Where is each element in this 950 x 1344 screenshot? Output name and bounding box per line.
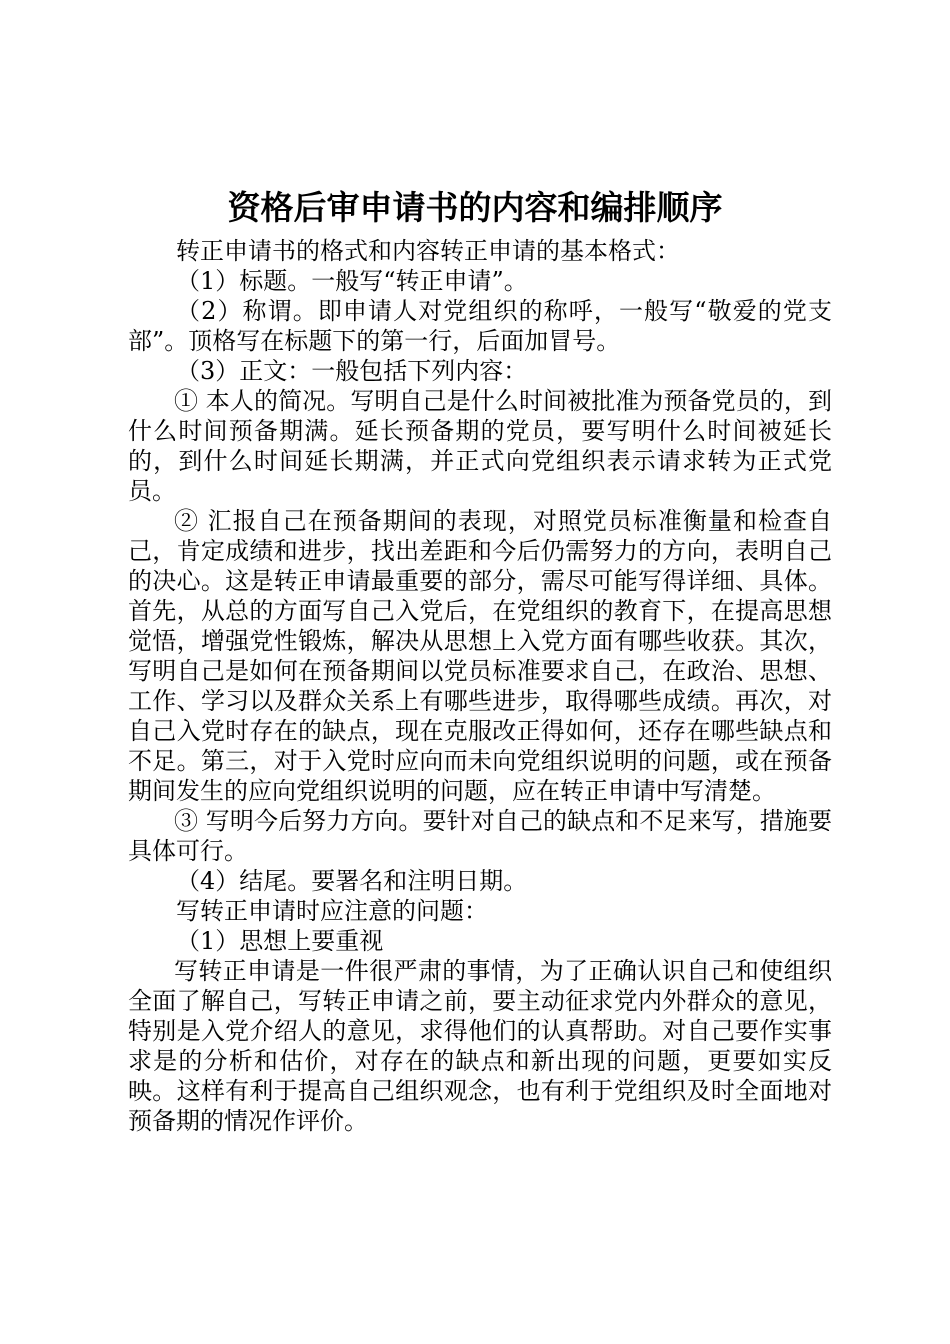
paragraph-intro: 转正申请书的格式和内容转正申请的基本格式： — [176, 237, 680, 265]
paragraph-item-ending: （4）结尾。要署名和注明日期。 — [176, 867, 528, 895]
paragraph-item-salutation: （2）称谓。即申请人对党组织的称呼，一般写“敬爱的党支部”。顶格写在标题下的第一行，后面加冒号。 — [128, 297, 832, 355]
paragraph-subitem-3: ③ 写明今后努力方向。要针对自己的缺点和不足来写，措施要具体可行。 — [128, 807, 832, 865]
document-body — [128, 236, 832, 1136]
paragraph-subitem-2: ② 汇报自己在预备期间的表现，对照党员标准衡量和检查自己，肯定成绩和进步，找出差距和今后仍需努力的方向，表明自己的决心。这是转正申请最重要的部分，需尽可能写得详细、具体。首先，从总的方面写自己入党后，在党组织的教育下，在提高思想觉悟，增强党性锻炼，解决从思想上入党方面有哪些收获。其次，写明自己是如何在预备期间以党员标准要求自己，在政治、思想、工作、学习以及群众关系上有哪些进步，取得哪些成绩。再次，对自己入党时存在的缺点，现在克服改正得如何，还存在哪些缺点和不足。第三，对于入党时应向而未向党组织说明的问题，或在预备期间发生的应向党组织说明的问题，应在转正申请中写清楚。 — [128, 507, 832, 805]
paragraph-item-body: （3）正文：一般包括下列内容： — [176, 357, 528, 385]
paragraph-item-title: （1）标题。一般写“转正申请”。 — [176, 267, 528, 295]
paragraph-note-1-heading: （1）思想上要重视 — [176, 927, 384, 955]
paragraph-note-1-body: 写转正申请是一件很严肃的事情，为了正确认识自己和使组织全面了解自己，写转正申请之前，要主动征求党内外群众的意见，特别是入党介绍人的意见，求得他们的认真帮助。对自己要作实事求是的分析和估价，对存在的缺点和新出现的问题，更要如实反映。这样有利于提高自己组织观念，也有利于党组织及时全面地对预备期的情况作评价。 — [128, 957, 832, 1135]
document-title: 资格后审申请书的内容和编排顺序 — [227, 188, 723, 227]
paragraph-notes-heading: 写转正申请时应注意的问题： — [176, 897, 488, 925]
paragraph-subitem-1: ① 本人的简况。写明自己是什么时间被批准为预备党员的，到什么时间预备期满。延长预备期的党员，要写明什么时间被延长的，到什么时间延长期满，并正式向党组织表示请求转为正式党员。 — [128, 387, 832, 505]
